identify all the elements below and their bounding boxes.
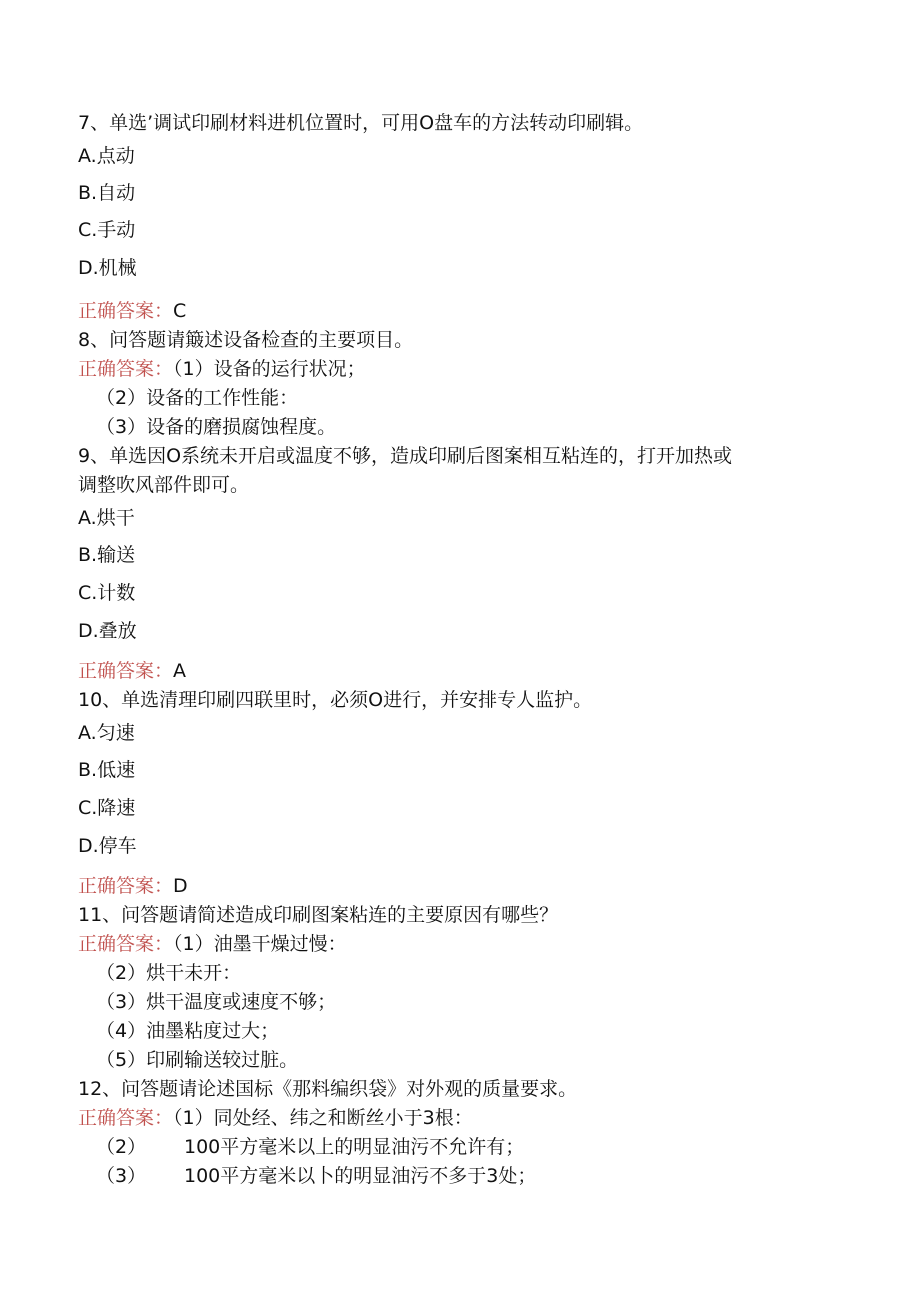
answer-line: （1）设备的运行状况； [173,358,366,380]
question-12-answer-row [96,1163,536,1189]
question-11-answer-line: （4）油墨粘度过大； [96,1020,280,1042]
answer-label: 正确答案： [78,300,174,322]
answer-row-text: 100平方毫米以卜的明显油污不多于3处； [184,1165,537,1187]
question-7-text: 7、单选’调试印刷材料进机位置时，可用O盘车的方法转动印刷辑。 [78,112,644,134]
answer-label: 正确答案： [78,660,174,682]
answer-row-number: （2） [96,1136,147,1158]
question-9-option-a: A.烘干 [78,507,135,529]
question-11-answer [78,931,347,957]
question-9-option-d: D.叠放 [78,620,137,642]
question-7-option-a: A.点动 [78,145,135,167]
question-7-answer [78,298,186,324]
question-10-option-a: A.匀速 [78,722,135,744]
answer-row-text: 100平方毫米以上的明显油污不允许有； [184,1136,525,1158]
question-11-answer-line: （5）印刷输送较过脏。 [96,1049,299,1071]
question-7-option-d: D.机械 [78,257,137,279]
question-9-text-line-2: 调整吹风部件即可。 [78,474,250,496]
answer-label: 正确答案： [78,1107,174,1129]
question-11-answer-line: （2）烘干未开： [96,962,242,984]
question-12-answer [78,1105,473,1131]
question-10-option-d: D.停车 [78,835,137,857]
question-10-option-c: C.降速 [78,797,136,819]
question-8-text: 8、问答题请簸述设备检查的主要项目。 [78,329,414,351]
question-7-option-b: B.自动 [78,182,136,204]
question-9-option-c: C.计数 [78,582,136,604]
question-9-option-b: B.输送 [78,544,136,566]
question-12-answer-row [96,1134,524,1160]
question-11-answer-line: （3）烘干温度或速度不够； [96,991,337,1013]
question-8-answer-line: （3）设备的磨损腐蚀程度。 [96,416,337,438]
question-10-text: 10、单选清理印刷四联里时，必须O进行，并安排专人监护。 [78,689,593,711]
question-8-answer [78,356,366,382]
answer-label: 正确答案： [78,358,174,380]
question-9-text-line-1: 9、单选因O系统未开启或温度不够，造成印刷后图案相互粘连的，打开加热或 [78,445,733,467]
answer-label: 正确答案： [78,933,174,955]
question-9-answer [78,658,186,684]
question-10-answer [78,873,188,899]
question-8-answer-line: （2）设备的工作性能： [96,387,299,409]
question-12-text: 12、问答题请论述国标《那料编织袋》对外观的质量要求。 [78,1078,578,1100]
answer-value: D [173,875,188,897]
answer-line: （1）油墨干燥过慢： [173,933,347,955]
question-10-option-b: B.低速 [78,759,136,781]
answer-value: A [173,660,187,682]
question-7-option-c: C.手动 [78,219,136,241]
answer-label: 正确答案： [78,875,174,897]
answer-value: C [173,300,187,322]
answer-line: （1）同处经、纬之和断丝小于3根： [173,1107,473,1129]
answer-row-number: （3） [96,1165,147,1187]
question-11-text: 11、问答题请简述造成印刷图案粘连的主要原因有哪些？ [78,904,559,926]
